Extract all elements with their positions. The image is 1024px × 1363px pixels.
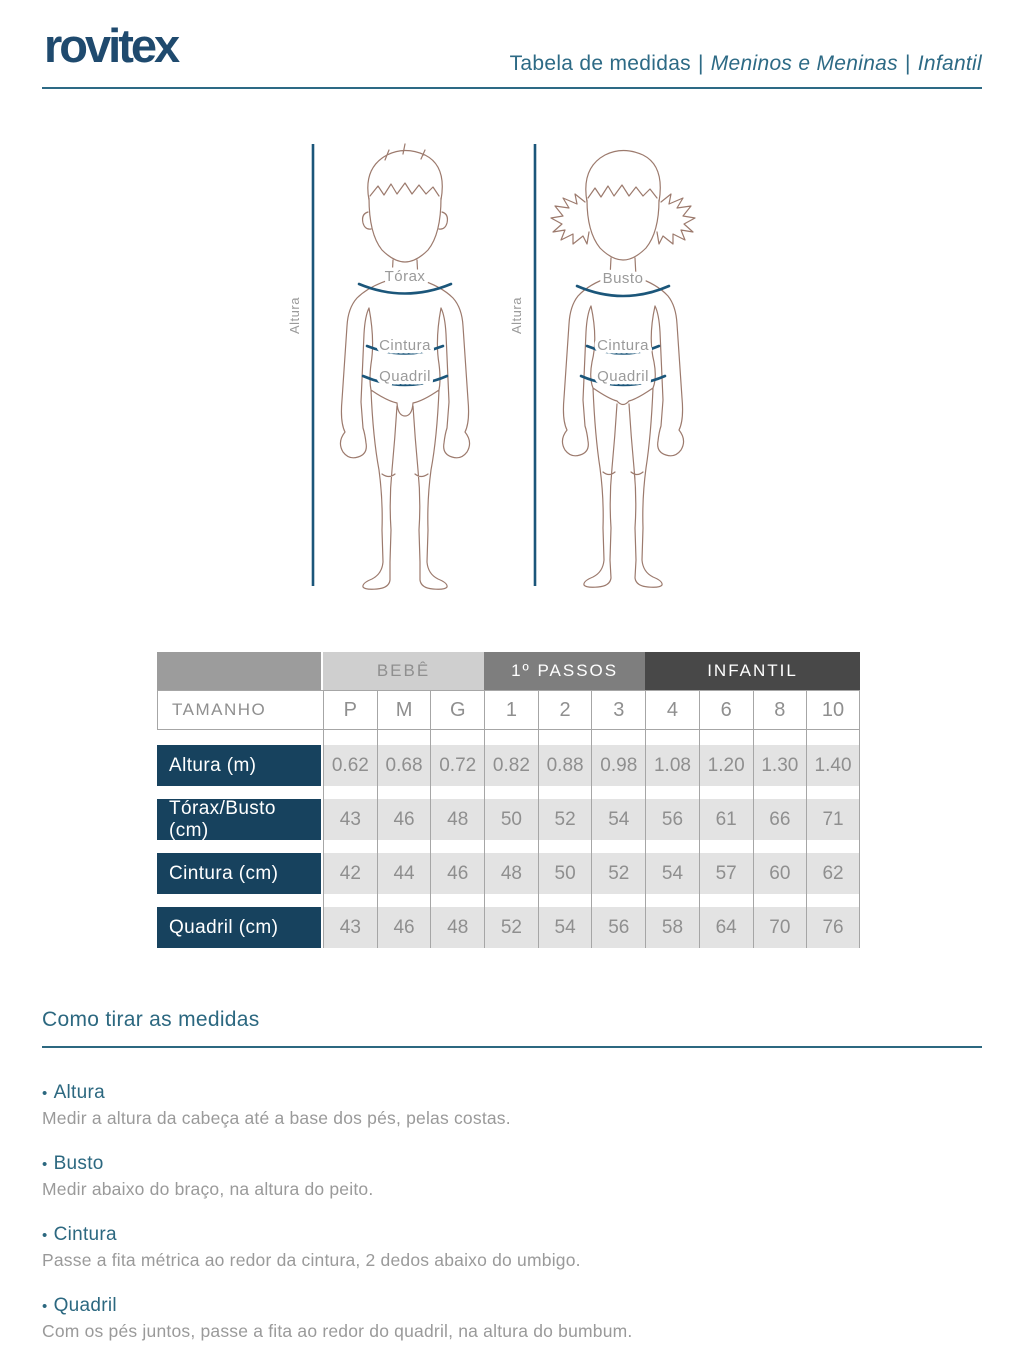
instruction-description: Com os pés juntos, passe a fita ao redor do quadril, na altura do bumbum. [42,1321,633,1341]
value-cell: 57 [699,853,753,894]
value-cell: 52 [484,907,538,948]
table-spacer [591,894,645,907]
waist-label: Cintura [597,337,649,354]
size-cell: G [430,690,484,730]
instruction-term [42,1082,982,1104]
value-cell: 60 [753,853,807,894]
table-spacer [591,730,645,745]
value-cell: 71 [806,799,860,840]
instructions-section [42,1008,982,1342]
value-cell: 58 [645,907,699,948]
value-cell: 48 [484,853,538,894]
term-text: Quadril [53,1295,117,1316]
value-cell: 64 [699,907,753,948]
bullet-icon: • [42,1156,48,1173]
table-spacer [484,730,538,745]
instruction-term [42,1295,982,1317]
table-spacer [645,730,699,745]
table-spacer [699,786,753,799]
table-spacer [753,894,807,907]
table-spacer [538,730,592,745]
table-spacer [157,730,323,745]
value-cell: 50 [484,799,538,840]
group-header-bebe: BEBÊ [323,652,484,690]
rovitex-logo: rovitex [44,19,178,72]
value-cell: 48 [430,799,484,840]
chest-measure-line [359,284,451,294]
bullet-icon: • [42,1227,48,1244]
value-cell: 1.30 [753,745,807,786]
table-spacer [377,840,431,853]
instructions-divider [42,1046,982,1048]
table-spacer [323,730,377,745]
value-cell: 0.68 [377,745,431,786]
row-label: Quadril (cm) [157,907,323,948]
table-spacer [377,786,431,799]
table-spacer [753,786,807,799]
bullet-icon: • [42,1298,48,1315]
table-spacer [538,840,592,853]
size-cell: 10 [806,690,860,730]
row-label: Altura (m) [157,745,323,786]
table-spacer [753,840,807,853]
value-cell: 0.98 [591,745,645,786]
title-part: Meninos e Meninas [710,52,898,75]
hip-label: Quadril [597,368,649,385]
table-corner [157,652,323,690]
measurements-table [157,652,860,948]
table-spacer [377,894,431,907]
value-cell: 54 [645,853,699,894]
value-cell: 70 [753,907,807,948]
chest-label: Tórax [384,268,426,285]
page-title [510,52,982,76]
table-spacer [591,786,645,799]
table-spacer [430,894,484,907]
term-text: Altura [53,1082,105,1103]
header-divider [42,87,982,89]
bullet-icon: • [42,1085,48,1102]
table-spacer [377,730,431,745]
size-cell: 3 [591,690,645,730]
value-cell: 0.88 [538,745,592,786]
value-cell: 66 [753,799,807,840]
group-header-infantil: INFANTIL [645,652,860,690]
value-cell: 56 [591,907,645,948]
value-cell: 0.62 [323,745,377,786]
table-spacer [699,894,753,907]
instruction-description: Passe a fita métrica ao redor da cintura, 2 dedos abaixo do umbigo. [42,1250,581,1270]
table-spacer [806,840,860,853]
value-cell: 61 [699,799,753,840]
table-spacer [699,730,753,745]
boy-body-outline [340,144,469,589]
height-label: Altura [287,297,302,334]
table-spacer [157,840,323,853]
instruction-term [42,1224,982,1246]
size-cell: 1 [484,690,538,730]
bust-measure-line [577,286,669,296]
table-spacer [323,894,377,907]
size-cell: 4 [645,690,699,730]
height-label: Altura [509,297,524,334]
value-cell: 42 [323,853,377,894]
instruction-description: Medir a altura da cabeça até a base dos pés, pelas costas. [42,1108,511,1128]
instructions-title: Como tirar as medidas [42,1008,260,1031]
value-cell: 52 [591,853,645,894]
table-spacer [806,730,860,745]
title-separator: | [697,52,704,75]
instruction-term [42,1153,982,1175]
table-spacer [484,840,538,853]
value-cell: 1.40 [806,745,860,786]
value-cell: 0.82 [484,745,538,786]
row-label: Tórax/Busto (cm) [157,799,323,840]
group-header-passos: 1º PASSOS [484,652,645,690]
title-part: Infantil [917,52,982,75]
value-cell: 46 [377,907,431,948]
size-cell: 6 [699,690,753,730]
value-cell: 52 [538,799,592,840]
value-cell: 43 [323,799,377,840]
value-cell: 1.20 [699,745,753,786]
row-label: Cintura (cm) [157,853,323,894]
hip-label: Quadril [379,368,431,385]
value-cell: 44 [377,853,431,894]
table-spacer [699,840,753,853]
value-cell: 0.72 [430,745,484,786]
size-cell: P [323,690,377,730]
value-cell: 62 [806,853,860,894]
table-spacer [538,894,592,907]
size-cell: 2 [538,690,592,730]
table-spacer [806,894,860,907]
table-spacer [323,840,377,853]
bust-label: Busto [602,270,644,287]
value-cell: 54 [591,799,645,840]
table-spacer [806,786,860,799]
girl-figure-illustration [505,138,735,598]
title-separator: | [904,52,911,75]
size-cell: 8 [753,690,807,730]
value-cell: 50 [538,853,592,894]
table-spacer [645,840,699,853]
value-cell: 76 [806,907,860,948]
term-text: Busto [53,1153,104,1174]
value-cell: 1.08 [645,745,699,786]
value-cell: 46 [430,853,484,894]
table-spacer [323,786,377,799]
value-cell: 56 [645,799,699,840]
value-cell: 48 [430,907,484,948]
table-spacer [484,786,538,799]
value-cell: 43 [323,907,377,948]
table-spacer [430,786,484,799]
table-spacer [430,730,484,745]
instruction-description: Medir abaixo do braço, na altura do peito. [42,1179,374,1199]
table-spacer [645,786,699,799]
size-cell: M [377,690,431,730]
term-text: Cintura [53,1224,117,1245]
table-spacer [538,786,592,799]
table-spacer [591,840,645,853]
boy-figure-illustration [285,138,515,598]
value-cell: 54 [538,907,592,948]
size-row-label: TAMANHO [157,690,323,730]
table-spacer [430,840,484,853]
table-spacer [484,894,538,907]
title-part: Tabela de medidas [509,52,691,75]
table-spacer [157,894,323,907]
table-spacer [645,894,699,907]
table-spacer [753,730,807,745]
value-cell: 46 [377,799,431,840]
waist-label: Cintura [379,337,431,354]
